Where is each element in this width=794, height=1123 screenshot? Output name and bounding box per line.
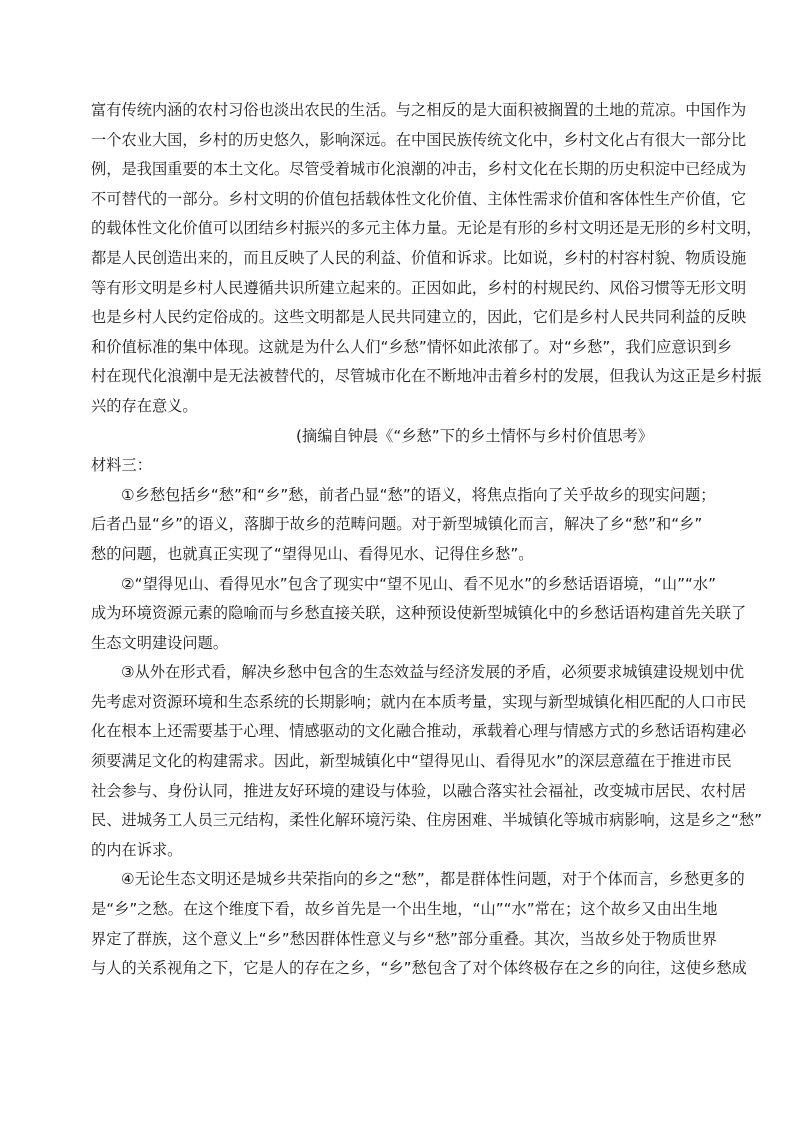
text-line: 一个农业大国，乡村的历史悠久，影响深远。在中国民族传统文化中，乡村文化占有很大一部分比 [91, 130, 747, 149]
item-1 [91, 481, 716, 570]
document-page [91, 96, 763, 984]
text-line: 愁的问题，也就真正实现了“望得见山、看得见水、记得住乡愁”。 [91, 544, 534, 563]
text-line: ②“望得见山、看得见水”包含了现实中“望不见山、看不见水”的乡愁话语语境，“山”“水” [121, 574, 717, 593]
text-line: ④无论生态文明还是城乡共荣指向的乡之“愁”，都是群体性问题，对于个体而言，乡愁更多的 [121, 870, 745, 889]
text-line: 界定了群族，这个意义上“乡”愁因群体性意义与乡“愁”部分重叠。其次，当故乡处于物质世界 [91, 929, 717, 948]
text-line: 先考虑对资源环境和生态系统的长期影响；就内在本质考量，实现与新型城镇化相匹配的人口市民 [91, 692, 747, 711]
text-line: 生态文明建设问题。 [91, 633, 229, 652]
text-line: 须要满足文化的构建需求。因此，新型城镇化中“望得见山、看得见水”的深层意蕴在于推进市民 [91, 752, 732, 771]
item-4 [91, 865, 747, 983]
text-line: 例，是我国重要的本土文化。尽管受着城市化浪潮的冲击，乡村文化在长期的历史积淀中已经成为 [91, 160, 747, 179]
text-line: 成为环境资源元素的隐喻而与乡愁直接关联，这种预设使新型城镇化中的乡愁话语构建首先关联了 [91, 604, 747, 623]
text-line: 富有传统内涵的农村习俗也淡出农民的生活。与之相反的是大面积被搁置的土地的荒凉。中国作为 [91, 101, 747, 119]
text-line: 等有形文明是乡村人民遵循共识所建立起来的。正因如此，乡村的村规民约、风俗习惯等无形文明 [91, 278, 747, 297]
text-line: 兴的存在意义。 [91, 396, 198, 415]
text-line: 民、进城务工人员三元结构，柔性化解环境污染、住房困难、半城镇化等城市病影响，这是乡之“愁” [91, 811, 763, 830]
text-line: 和价值标准的集中体现。这就是为什么人们“乡愁”情怀如此浓郁了。对“乡愁”，我们应意识到乡 [91, 337, 733, 356]
source-citation: (摘编自钟晨《“乡愁”下的乡土情怀与乡村价值思考》 [296, 426, 654, 445]
item-3 [91, 658, 763, 865]
text-line: 的内在诉求。 [91, 840, 183, 859]
item-2 [91, 570, 747, 659]
paragraph-1 [91, 96, 762, 422]
text-line: 社会参与、身份认同，推进友好环境的建设与体验，以融合落实社会福祉，改变城市居民、农村居 [91, 781, 747, 800]
text-line: 也是乡村人民约定俗成的。这些文明都是人民共同建立的，因此，它们是乡村人民共同利益的反映 [91, 308, 747, 327]
text-line: 是“乡”之愁。在这个维度下看，故乡首先是一个出生地，“山”“水”常在；这个故乡又由出生地 [91, 900, 718, 919]
text-line: 后者凸显“乡”的语义，落脚于故乡的范畴问题。对于新型城镇化而言，解决了乡“愁”和“乡” [91, 515, 703, 534]
text-line: 村在现代化浪潮中是无法被替代的，尽管城市化在不断地冲击着乡村的发展，但我认为这正是乡村振 [91, 367, 762, 386]
text-line: ①乡愁包括乡“愁”和“乡”愁，前者凸显“愁”的语义，将焦点指向了关乎故乡的现实问题； [121, 485, 716, 504]
section-label: 材料三： [91, 456, 152, 475]
text-line: 的载体性文化价值可以团结乡村振兴的多元主体力量。无论是有形的乡村文明还是无形的乡村文明， [91, 219, 762, 238]
text-line: 与人的关系视角之下，它是人的存在之乡，“乡”愁包含了对个体终极存在之乡的向往，这使乡愁成 [91, 959, 747, 978]
text-line: 化在根本上还需要基于心理、情感驱动的文化融合推动，承载着心理与情感方式的乡愁话语构建必 [91, 722, 747, 741]
text-line: ③从外在形式看，解决乡愁中包含的生态效益与经济发展的矛盾，必须要求城镇建设规划中优 [121, 663, 745, 682]
text-line: 不可替代的一部分。乡村文明的价值包括载体性文化价值、主体性需求价值和客体性生产价值，它 [91, 189, 747, 208]
text-line: 都是人民创造出来的，而且反映了人民的利益、价值和诉求。比如说，乡村的村容村貌、物质设施 [91, 248, 747, 267]
